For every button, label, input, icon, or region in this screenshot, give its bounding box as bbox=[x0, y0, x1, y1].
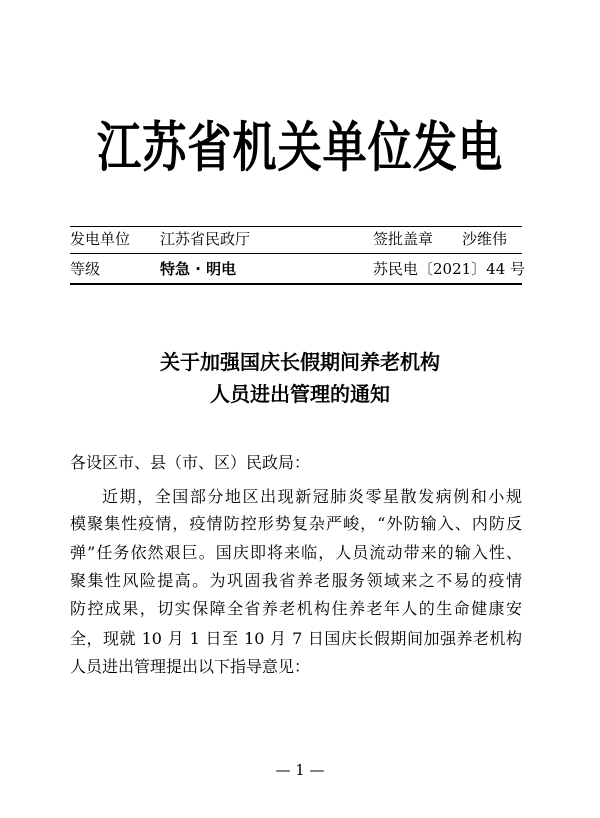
document-number: 苏民电〔2021〕44 号 bbox=[373, 260, 526, 278]
body-line: 全，现就 10 月 1 日至 10 月 7 日国庆长假期间加强养老机构 bbox=[70, 629, 522, 648]
body-line: 近期，全国部分地区出现新冠肺炎零星散发病例和小规 bbox=[102, 487, 522, 506]
sender-label: 发电单位 bbox=[70, 230, 131, 248]
header-rule-top bbox=[70, 226, 522, 227]
document-title-line-1: 关于加强国庆长假期间养老机构 bbox=[160, 350, 440, 374]
header-rule-bottom bbox=[70, 283, 522, 285]
document-title-line-2: 人员进出管理的通知 bbox=[210, 382, 390, 406]
level-value: 特急 · 明电 bbox=[160, 260, 237, 278]
body-line: 模聚集性疫情，疫情防控形势复杂严峻，“外防输入、内防反 bbox=[70, 514, 522, 533]
sender-value: 江苏省民政厅 bbox=[160, 230, 251, 248]
body-line: 防控成果，切实保障全省养老机构住养老年人的生命健康安 bbox=[70, 599, 522, 618]
salutation: 各设区市、县（市、区）民政局： bbox=[70, 453, 311, 472]
approver-label: 签批盖章 bbox=[373, 230, 434, 248]
body-line: 弹”任务依然艰巨。国庆即将来临，人员流动带来的输入性、 bbox=[70, 543, 522, 562]
level-label: 等级 bbox=[70, 260, 101, 278]
document-header-title: 江苏省机关单位发电 bbox=[97, 116, 503, 179]
approver-value: 沙维伟 bbox=[462, 230, 508, 248]
header-rule-middle bbox=[70, 253, 522, 254]
body-line: 聚集性风险提高。为巩固我省养老服务领域来之不易的疫情 bbox=[70, 571, 522, 590]
page-number: — 1 — bbox=[275, 761, 325, 779]
body-line: 人员进出管理提出以下指导意见： bbox=[70, 657, 311, 676]
